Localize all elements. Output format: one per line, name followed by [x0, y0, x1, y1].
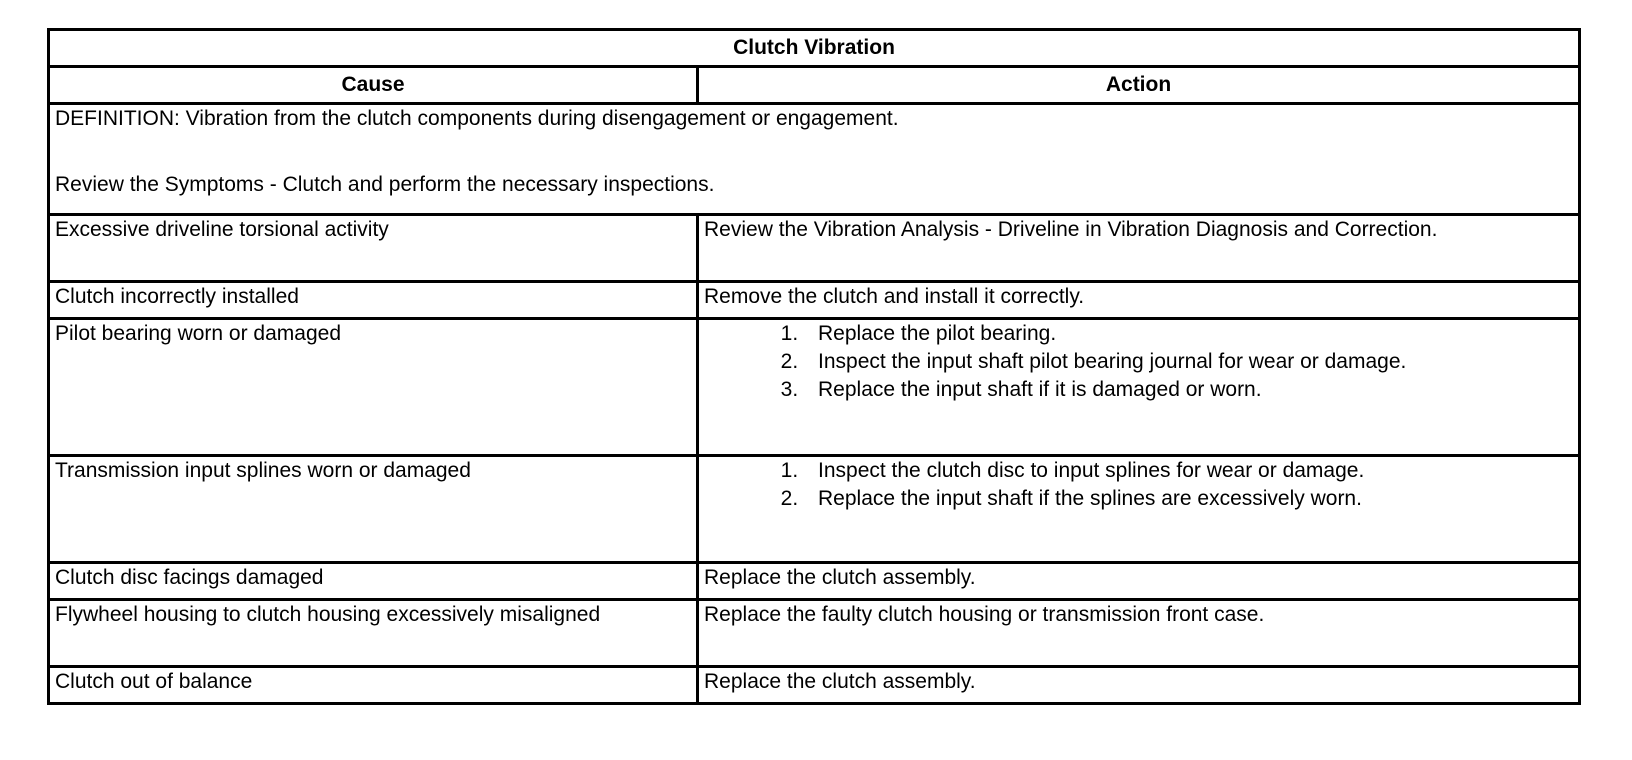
table-header-row — [49, 67, 1580, 104]
action-cell — [698, 456, 1580, 563]
table-row — [49, 319, 1580, 456]
column-header-cause: Cause — [49, 67, 698, 104]
definition-row — [49, 104, 1580, 215]
action-cell: Replace the faulty clutch housing or transmission front case. — [698, 600, 1580, 667]
action-steps-list — [704, 320, 1573, 404]
cause-cell: Clutch incorrectly installed — [49, 282, 698, 319]
cause-cell: Pilot bearing worn or damaged — [49, 319, 698, 456]
cause-cell: Transmission input splines worn or damaged — [49, 456, 698, 563]
action-step: 2. Replace the input shaft if the splines are excessively worn. — [804, 485, 1573, 513]
table-title-row — [49, 30, 1580, 67]
cause-cell: Clutch disc facings damaged — [49, 563, 698, 600]
cause-cell: Clutch out of balance — [49, 667, 698, 704]
table-title: Clutch Vibration — [49, 30, 1580, 67]
table-row — [49, 667, 1580, 704]
action-steps-list — [704, 457, 1573, 513]
action-step: 1. Inspect the clutch disc to input splines for wear or damage. — [804, 457, 1573, 485]
table-row — [49, 563, 1580, 600]
action-step: 2. Inspect the input shaft pilot bearing journal for wear or damage. — [804, 348, 1573, 376]
table-row — [49, 456, 1580, 563]
definition-cell — [49, 104, 1580, 215]
column-header-action: Action — [698, 67, 1580, 104]
definition-spacer — [55, 133, 1573, 171]
cause-cell: Excessive driveline torsional activity — [49, 215, 698, 282]
table-row — [49, 282, 1580, 319]
action-step: 3. Replace the input shaft if it is damaged or worn. — [804, 376, 1573, 404]
action-cell: Replace the clutch assembly. — [698, 667, 1580, 704]
definition-text: DEFINITION: Vibration from the clutch components during disengagement or engagement. — [55, 107, 899, 130]
cause-cell: Flywheel housing to clutch housing excessively misaligned — [49, 600, 698, 667]
action-cell: Review the Vibration Analysis - Driveline in Vibration Diagnosis and Correction. — [698, 215, 1580, 282]
table-row — [49, 600, 1580, 667]
action-cell: Replace the clutch assembly. — [698, 563, 1580, 600]
action-cell — [698, 319, 1580, 456]
table-row — [49, 215, 1580, 282]
definition-review-text: Review the Symptoms - Clutch and perform the necessary inspections. — [55, 173, 715, 196]
action-step: 1. Replace the pilot bearing. — [804, 320, 1573, 348]
action-cell: Remove the clutch and install it correctly. — [698, 282, 1580, 319]
diagnostic-table — [47, 28, 1581, 705]
